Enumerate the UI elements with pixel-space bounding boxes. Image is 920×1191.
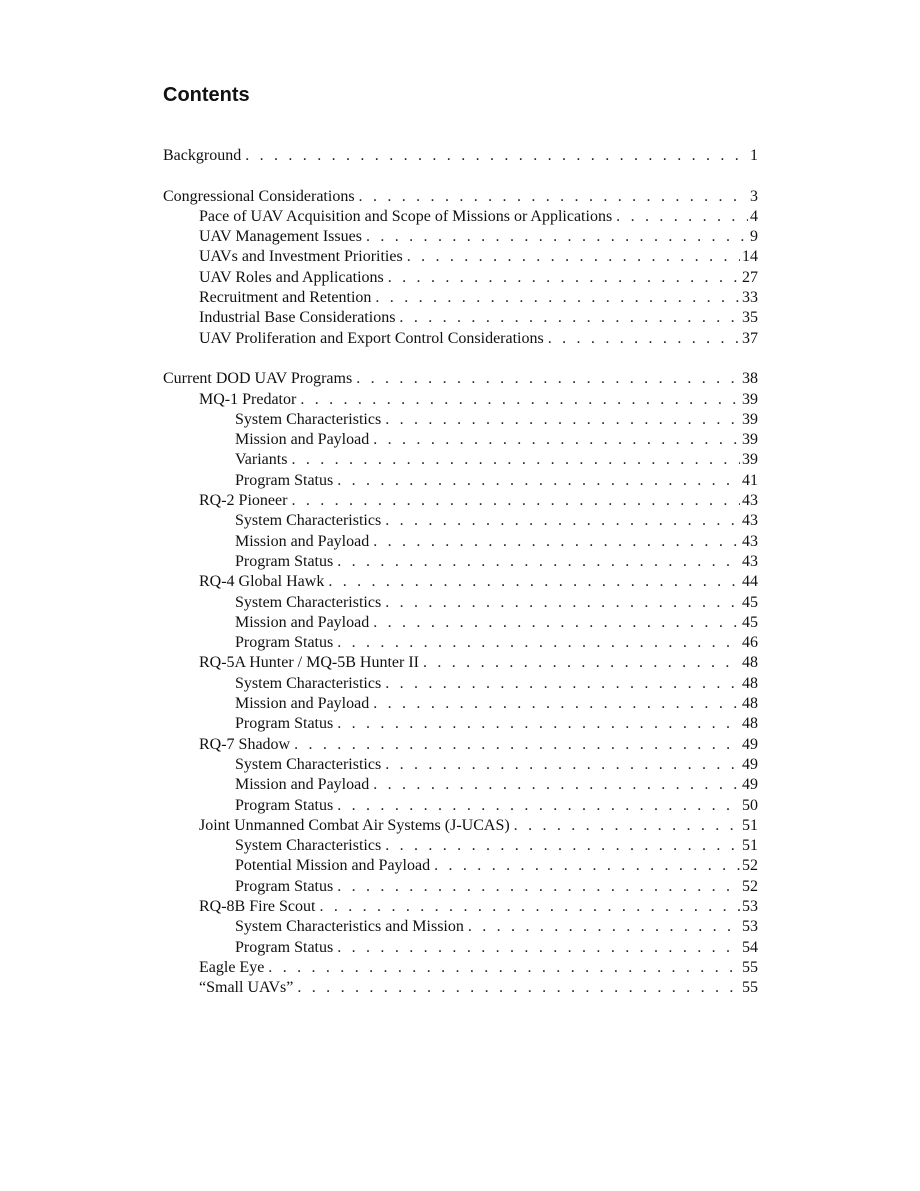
toc-entry-page-number: 49: [742, 776, 758, 794]
toc-entry-page-number: 48: [742, 674, 758, 692]
toc-entry-page-number: 43: [742, 532, 758, 550]
toc-entry[interactable]: [163, 674, 758, 694]
dot-leader: [337, 938, 740, 958]
toc-entry-label: Program Status: [235, 796, 334, 814]
toc-entry[interactable]: [163, 532, 758, 552]
toc-entry[interactable]: [163, 450, 758, 470]
toc-entry-label: Program Status: [235, 715, 334, 733]
toc-entry[interactable]: [163, 796, 758, 816]
toc-entry-label: UAV Management Issues: [199, 228, 362, 246]
dot-leader: [514, 816, 740, 836]
toc-entry-label: RQ-5A Hunter / MQ-5B Hunter II: [199, 654, 419, 672]
toc-entry-label: UAV Proliferation and Export Control Considerations: [199, 329, 544, 347]
toc-entry-label: Program Status: [235, 877, 334, 895]
toc-entry-page-number: 43: [742, 492, 758, 510]
toc-entry[interactable]: [163, 714, 758, 734]
dot-leader: [297, 978, 740, 998]
toc-entry[interactable]: [163, 633, 758, 653]
toc-entry-page-number: 9: [750, 228, 758, 246]
toc-entry-label: UAV Roles and Applications: [199, 268, 384, 286]
toc-entry[interactable]: [163, 146, 758, 166]
toc-entry-label: Program Status: [235, 938, 334, 956]
toc-entry[interactable]: [163, 775, 758, 795]
toc-entry-label: System Characteristics: [235, 593, 382, 611]
toc-entry-label: RQ-8B Fire Scout: [199, 897, 316, 915]
dot-leader: [356, 369, 740, 389]
toc-entry-page-number: 3: [750, 187, 758, 205]
toc-entry[interactable]: [163, 430, 758, 450]
dot-leader: [399, 308, 740, 328]
toc-entry-page-number: 1: [750, 147, 758, 164]
toc-entry-page-number: 51: [742, 816, 758, 834]
toc-entry-label: System Characteristics: [235, 512, 382, 530]
toc-entry[interactable]: [163, 187, 758, 207]
toc-entry-label: RQ-4 Global Hawk: [199, 573, 325, 591]
toc-entry-page-number: 37: [742, 329, 758, 347]
toc-entry-page-number: 54: [742, 938, 758, 956]
dot-leader: [245, 146, 748, 166]
dot-leader: [373, 430, 740, 450]
dot-leader: [548, 329, 740, 349]
dot-leader: [373, 775, 740, 795]
dot-leader: [385, 593, 740, 613]
toc-entry[interactable]: [163, 511, 758, 531]
toc-entry-label: Recruitment and Retention: [199, 289, 372, 307]
toc-entry-page-number: 39: [742, 390, 758, 408]
toc-entry-label: Background: [163, 147, 242, 164]
toc-entry-label: Joint Unmanned Combat Air Systems (J-UCAS): [199, 816, 510, 834]
toc-entry-label: Variants: [235, 451, 288, 469]
dot-leader: [300, 390, 740, 410]
toc-entry-page-number: 43: [742, 552, 758, 570]
toc-list: [163, 146, 758, 998]
dot-leader: [337, 714, 740, 734]
toc-entry[interactable]: [163, 877, 758, 897]
toc-entry[interactable]: [163, 471, 758, 491]
toc-entry[interactable]: [163, 410, 758, 430]
dot-leader: [319, 897, 740, 917]
dot-leader: [373, 532, 740, 552]
toc-entry[interactable]: [163, 268, 758, 288]
dot-leader: [373, 694, 740, 714]
toc-entry[interactable]: [163, 917, 758, 937]
dot-leader: [337, 877, 740, 897]
toc-entry-label: MQ-1 Predator: [199, 390, 297, 408]
toc-entry-label: Mission and Payload: [235, 532, 370, 550]
toc-entry-page-number: 43: [742, 512, 758, 530]
dot-leader: [407, 247, 740, 267]
toc-entry-label: Industrial Base Considerations: [199, 309, 396, 327]
toc-entry[interactable]: [163, 856, 758, 876]
toc-entry-page-number: 53: [742, 918, 758, 936]
dot-leader: [385, 511, 740, 531]
toc-entry-page-number: 49: [742, 755, 758, 773]
dot-leader: [337, 552, 740, 572]
toc-entry-label: Mission and Payload: [235, 776, 370, 794]
toc-entry[interactable]: [163, 369, 758, 389]
toc-entry-page-number: 46: [742, 634, 758, 652]
toc-entry[interactable]: [163, 938, 758, 958]
toc-entry[interactable]: [163, 308, 758, 328]
toc-entry-label: System Characteristics: [235, 674, 382, 692]
toc-entry-page-number: 39: [742, 451, 758, 469]
toc-entry[interactable]: [163, 552, 758, 572]
toc-entry-label: Program Status: [235, 471, 334, 489]
toc-entry-label: RQ-2 Pioneer: [199, 492, 288, 510]
toc-entry-label: Mission and Payload: [235, 695, 370, 713]
toc-entry-label: Program Status: [235, 634, 334, 652]
toc-entry-page-number: 27: [742, 268, 758, 286]
dot-leader: [337, 633, 740, 653]
toc-entry[interactable]: [163, 978, 758, 998]
toc-entry-label: Mission and Payload: [235, 613, 370, 631]
toc-entry-page-number: 52: [742, 877, 758, 895]
toc-entry-label: Pace of UAV Acquisition and Scope of Missions or Applications: [199, 207, 613, 225]
dot-leader: [385, 410, 740, 430]
toc-entry-page-number: 48: [742, 654, 758, 672]
toc-entry-page-number: 38: [742, 370, 758, 388]
toc-entry-label: System Characteristics and Mission: [235, 918, 464, 936]
dot-leader: [385, 755, 740, 775]
dot-leader: [268, 958, 740, 978]
toc-entry-label: System Characteristics: [235, 755, 382, 773]
dot-leader: [616, 207, 748, 227]
toc-entry-page-number: 14: [742, 248, 758, 266]
toc-entry-page-number: 50: [742, 796, 758, 814]
toc-entry[interactable]: [163, 593, 758, 613]
toc-entry[interactable]: [163, 491, 758, 511]
dot-leader: [291, 450, 740, 470]
dot-leader: [337, 471, 740, 491]
toc-entry-page-number: 55: [742, 979, 758, 997]
toc-entry-page-number: 35: [742, 309, 758, 327]
toc-entry[interactable]: [163, 247, 758, 267]
dot-leader: [328, 572, 740, 592]
dot-leader: [385, 836, 740, 856]
dot-leader: [434, 856, 740, 876]
toc-entry-label: Mission and Payload: [235, 431, 370, 449]
toc-entry-label: Current DOD UAV Programs: [163, 370, 353, 388]
dot-leader: [423, 653, 740, 673]
page-title: Contents: [163, 84, 250, 106]
toc-entry-label: UAVs and Investment Priorities: [199, 248, 403, 266]
toc-entry[interactable]: [163, 288, 758, 308]
toc-entry-page-number: 53: [742, 897, 758, 915]
toc-entry-page-number: 49: [742, 735, 758, 753]
toc-entry-page-number: 39: [742, 431, 758, 449]
toc-entry-label: RQ-7 Shadow: [199, 735, 291, 753]
dot-leader: [468, 917, 740, 937]
toc-entry[interactable]: [163, 653, 758, 673]
toc-entry-page-number: 55: [742, 958, 758, 976]
toc-entry-page-number: 48: [742, 715, 758, 733]
toc-entry[interactable]: [163, 227, 758, 247]
toc-entry[interactable]: [163, 390, 758, 410]
toc-entry-page-number: 33: [742, 289, 758, 307]
toc-entry[interactable]: [163, 836, 758, 856]
toc-entry-label: Program Status: [235, 552, 334, 570]
dot-leader: [385, 674, 740, 694]
toc-entry[interactable]: [163, 329, 758, 349]
dot-leader: [294, 735, 740, 755]
toc-entry-label: Eagle Eye: [199, 958, 265, 976]
toc-entry[interactable]: [163, 897, 758, 917]
dot-leader: [375, 288, 740, 308]
toc-entry[interactable]: [163, 694, 758, 714]
toc-entry-page-number: 45: [742, 593, 758, 611]
toc-entry-page-number: 41: [742, 471, 758, 489]
toc-entry-page-number: 52: [742, 857, 758, 875]
toc-entry-label: “Small UAVs”: [199, 979, 294, 997]
dot-leader: [388, 268, 740, 288]
toc-entry-label: Congressional Considerations: [163, 187, 355, 205]
toc-entry-page-number: 44: [742, 573, 758, 591]
toc-entry-page-number: 48: [742, 695, 758, 713]
toc-entry[interactable]: [163, 958, 758, 978]
toc-entry-label: Potential Mission and Payload: [235, 857, 431, 875]
toc-entry-page-number: 51: [742, 837, 758, 855]
dot-leader: [291, 491, 740, 511]
toc-entry-page-number: 39: [742, 410, 758, 428]
toc-entry[interactable]: [163, 613, 758, 633]
toc-entry-page-number: 4: [750, 207, 758, 225]
toc-entry[interactable]: [163, 572, 758, 592]
toc-entry[interactable]: [163, 755, 758, 775]
dot-leader: [337, 796, 740, 816]
toc-entry-page-number: 45: [742, 613, 758, 631]
toc-entry-label: System Characteristics: [235, 410, 382, 428]
toc-entry[interactable]: [163, 207, 758, 227]
dot-leader: [366, 227, 748, 247]
toc-entry[interactable]: [163, 735, 758, 755]
toc-entry[interactable]: [163, 816, 758, 836]
toc-entry-label: System Characteristics: [235, 837, 382, 855]
dot-leader: [359, 187, 748, 207]
dot-leader: [373, 613, 740, 633]
